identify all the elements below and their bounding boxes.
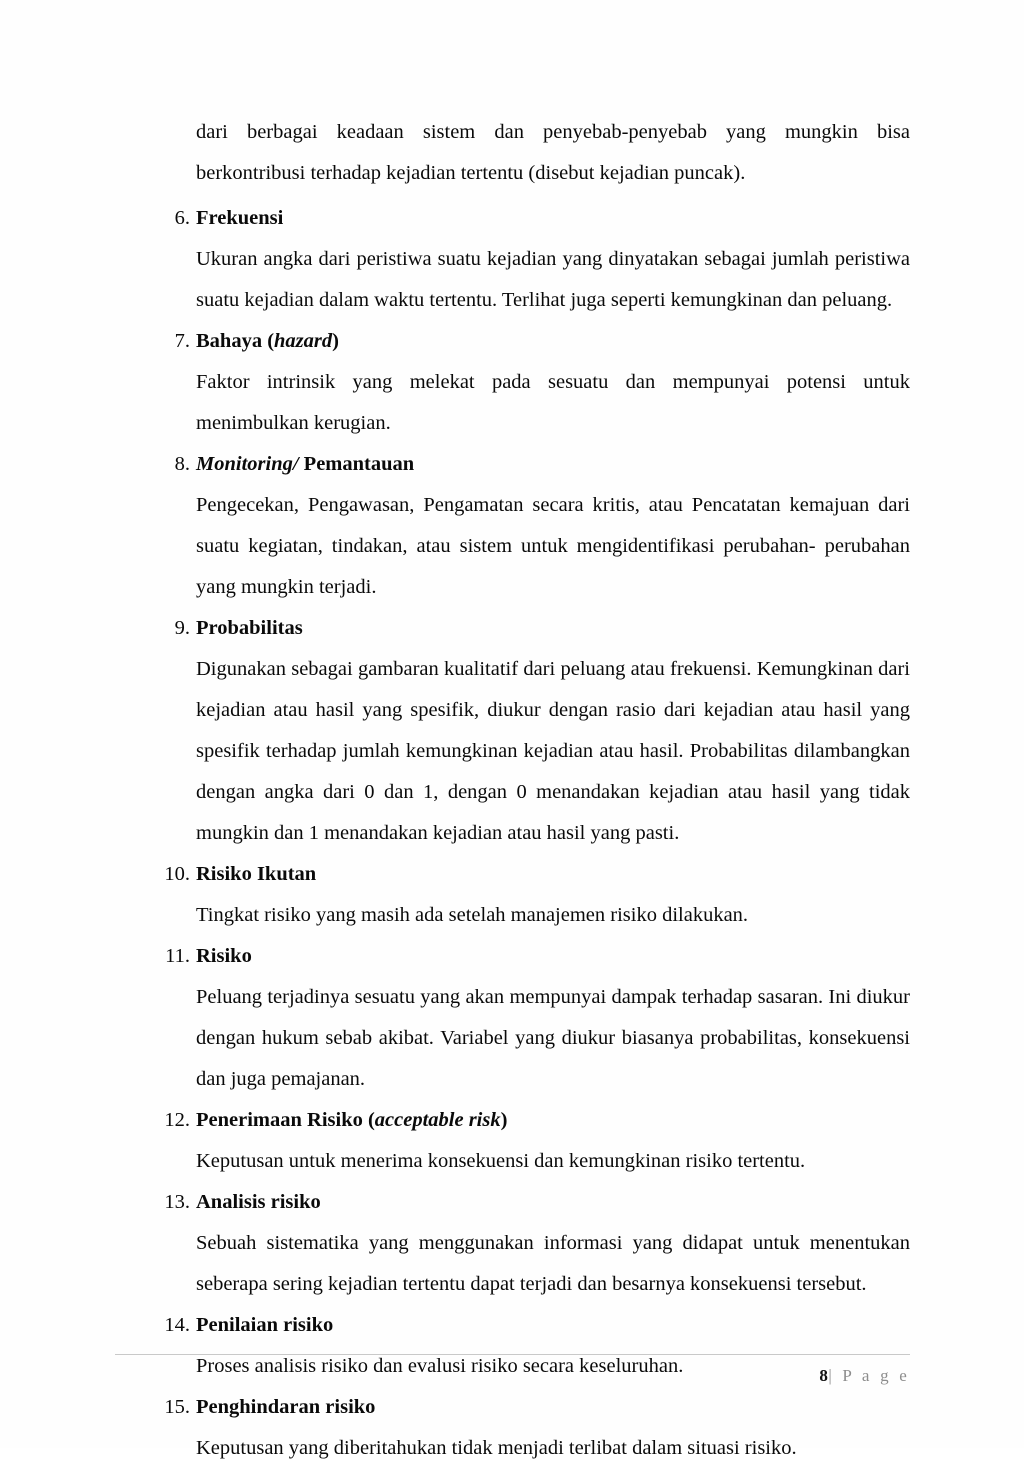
glossary-item-description: Keputusan yang diberitahukan tidak menjadi terlibat dalam situasi risiko. — [196, 1437, 797, 1459]
term-text: Risiko Ikutan — [196, 863, 317, 885]
glossary-item-description: Pengecekan, Pengawasan, Pengamatan secara kritis, atau Pencatatan kemajuan dari suatu kegiatan, tindakan, atau sistem untuk mengidentifikasi perubahan- perubahan yang mungkin terjadi. — [196, 494, 910, 598]
glossary-item-term — [196, 1305, 910, 1346]
glossary-item-number: 11. — [165, 945, 190, 967]
glossary-item — [160, 321, 910, 444]
glossary-item-description: Proses analisis risiko dan evalusi risiko secara keseluruhan. — [196, 1355, 684, 1377]
term-text: Penghindaran risiko — [196, 1396, 376, 1418]
footer-page-label: | P a g e — [828, 1366, 910, 1385]
glossary-item-description: Ukuran angka dari peristiwa suatu kejadian yang dinyatakan sebagai jumlah peristiwa suatu kejadian dalam waktu tertentu. Terlihat juga seperti kemungkinan dan peluang. — [196, 248, 910, 311]
glossary-item — [160, 608, 910, 854]
glossary-item-number: 9. — [174, 617, 190, 639]
page-content — [160, 112, 910, 1469]
glossary-item-description: Peluang terjadinya sesuatu yang akan mempunyai dampak terhadap sasaran. Ini diukur dengan hukum sebab akibat. Variabel yang diukur biasanya probabilitas, konsekuensi dan juga pemajanan. — [196, 986, 910, 1090]
term-text: Penilaian risiko — [196, 1314, 334, 1336]
glossary-item-term — [196, 1387, 910, 1428]
glossary-item-number: 12. — [164, 1109, 190, 1131]
glossary-item — [160, 444, 910, 608]
term-foreign-text: Monitoring/ — [196, 453, 299, 475]
glossary-item-term — [196, 608, 910, 649]
term-text: Frekuensi — [196, 207, 284, 229]
glossary-item — [160, 854, 910, 936]
term-text-suffix: Pemantauan — [298, 453, 415, 475]
glossary-item-description: Sebuah sistematika yang menggunakan informasi yang didapat untuk menentukan seberapa sering kejadian tertentu dapat terjadi dan besarnya konsekuensi tersebut. — [196, 1232, 910, 1295]
glossary-item-number: 13. — [164, 1191, 190, 1213]
glossary-item-term — [196, 936, 910, 977]
glossary-item — [160, 1387, 910, 1469]
term-text: Probabilitas — [196, 617, 303, 639]
term-text: Risiko — [196, 945, 252, 967]
glossary-item-number: 8. — [174, 453, 190, 475]
glossary-item-description: Keputusan untuk menerima konsekuensi dan kemungkinan risiko tertentu. — [196, 1150, 806, 1172]
term-text: Penerimaan Risiko ( — [196, 1109, 375, 1131]
glossary-item-number: 15. — [164, 1396, 190, 1418]
term-text-suffix: ) — [500, 1109, 508, 1131]
glossary-item-number: 10. — [164, 863, 190, 885]
glossary-item — [160, 936, 910, 1100]
glossary-item-number: 7. — [174, 330, 190, 352]
footer-page-indicator — [115, 1355, 910, 1386]
glossary-item — [160, 1100, 910, 1182]
glossary-item-term — [196, 854, 910, 895]
glossary-item-description: Tingkat risiko yang masih ada setelah manajemen risiko dilakukan. — [196, 904, 749, 926]
glossary-item-description: Faktor intrinsik yang melekat pada sesuatu dan mempunyai potensi untuk menimbulkan kerugian. — [196, 371, 910, 434]
term-text-suffix: ) — [332, 330, 339, 352]
term-text: Analisis risiko — [196, 1191, 321, 1213]
glossary-item-number: 6. — [174, 207, 190, 229]
glossary-item-description: Digunakan sebagai gambaran kualitatif dari peluang atau frekuensi. Kemungkinan dari kejadian atau hasil yang spesifik, diukur dengan rasio dari kejadian atau hasil yang spesifik terhadap jumlah kemungkinan kejadian atau hasil. Probabilitas dilambangkan dengan angka dari 0 dan 1, dengan 0 menandakan kejadian atau hasil yang tidak mungkin dan 1 menandakan kejadian atau hasil yang pasti. — [196, 658, 910, 844]
glossary-item — [160, 198, 910, 321]
footer-page-number: 8 — [819, 1366, 829, 1385]
glossary-item-term — [196, 1100, 910, 1141]
intro-paragraph: dari berbagai keadaan sistem dan penyebab-penyebab yang mungkin bisa berkontribusi terhadap kejadian tertentu (disebut kejadian puncak). — [196, 121, 910, 184]
glossary-item-term — [196, 198, 910, 239]
term-foreign-text: acceptable risk — [374, 1109, 501, 1131]
glossary-item-term — [196, 1182, 910, 1223]
term-foreign-text: hazard — [274, 330, 333, 352]
glossary-list — [160, 198, 910, 1469]
page-footer — [115, 1354, 910, 1386]
term-text: Bahaya ( — [196, 330, 275, 352]
glossary-item-term — [196, 321, 910, 362]
glossary-item — [160, 1182, 910, 1305]
glossary-item-number: 14. — [164, 1314, 190, 1336]
glossary-item-term — [196, 444, 910, 485]
